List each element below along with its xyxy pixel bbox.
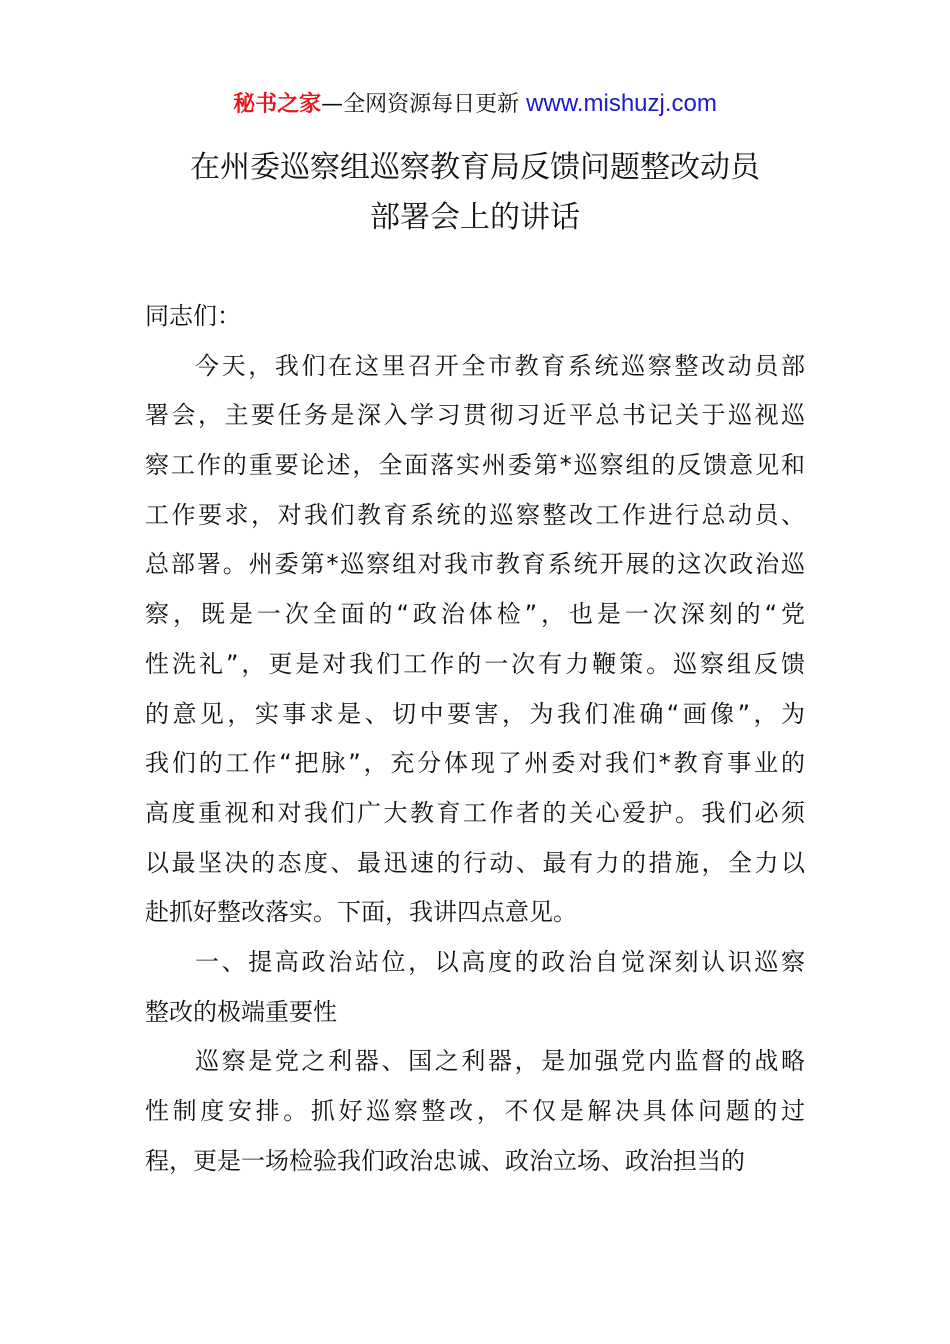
text-line: 署会，主要任务是深入学习贯彻习近平总书记关于巡视巡 <box>145 401 805 430</box>
document-title <box>0 143 950 243</box>
text-line: 性洗礼”，更是对我们工作的一次有力鞭策。巡察组反馈 <box>145 649 805 678</box>
section-heading <box>145 938 805 1037</box>
text-line: 工作要求，对我们教育系统的巡察整改工作进行总动员、 <box>145 500 805 529</box>
text-line: 赴抓好整改落实。下面，我讲四点意见。 <box>145 898 577 927</box>
text-line: 同志们： <box>145 302 241 330</box>
text-line: 整改的极端重要性 <box>145 997 337 1026</box>
text-line: 今天，我们在这里召开全市教育系统巡察整改动员部 <box>195 351 805 380</box>
site-banner <box>0 88 950 121</box>
text-line: 以最坚决的态度、最迅速的行动、最有力的措施，全力以 <box>145 848 805 877</box>
paragraph <box>145 1037 805 1186</box>
text-line: 程，更是一场检验我们政治忠诚、政治立场、政治担当的 <box>145 1146 745 1175</box>
brand-name: 秘书之家 <box>233 92 322 117</box>
salutation <box>145 292 805 342</box>
text-line: 巡察是党之利器、国之利器，是加强党内监督的战略 <box>195 1047 805 1076</box>
site-url[interactable]: www.mishuzj.com <box>526 90 717 117</box>
paragraph <box>145 342 805 938</box>
text-line: 我们的工作“把脉”，充分体现了州委对我们*教育事业的 <box>145 749 805 778</box>
text-line: 察工作的重要论述，全面落实州委第*巡察组的反馈意见和 <box>145 451 805 480</box>
title-line: 部署会上的讲话 <box>370 200 580 235</box>
text-line: 性制度安排。抓好巡察整改，不仅是解决具体问题的过 <box>145 1097 805 1125</box>
text-line: 总部署。州委第*巡察组对我市教育系统开展的这次政治巡 <box>145 550 805 579</box>
text-line: 的意见，实事求是、切中要害，为我们准确“画像”，为 <box>145 699 805 728</box>
text-line: 高度重视和对我们广大教育工作者的关心爱护。我们必须 <box>145 798 805 827</box>
title-line: 在州委巡察组巡察教育局反馈问题整改动员 <box>190 150 760 185</box>
text-line: 一、提高政治站位，以高度的政治自觉深刻认识巡察 <box>195 947 805 976</box>
banner-tagline: —全网资源每日更新 <box>321 92 527 117</box>
document-body <box>145 292 805 1186</box>
text-line: 察，既是一次全面的“政治体检”，也是一次深刻的“党 <box>145 600 805 629</box>
